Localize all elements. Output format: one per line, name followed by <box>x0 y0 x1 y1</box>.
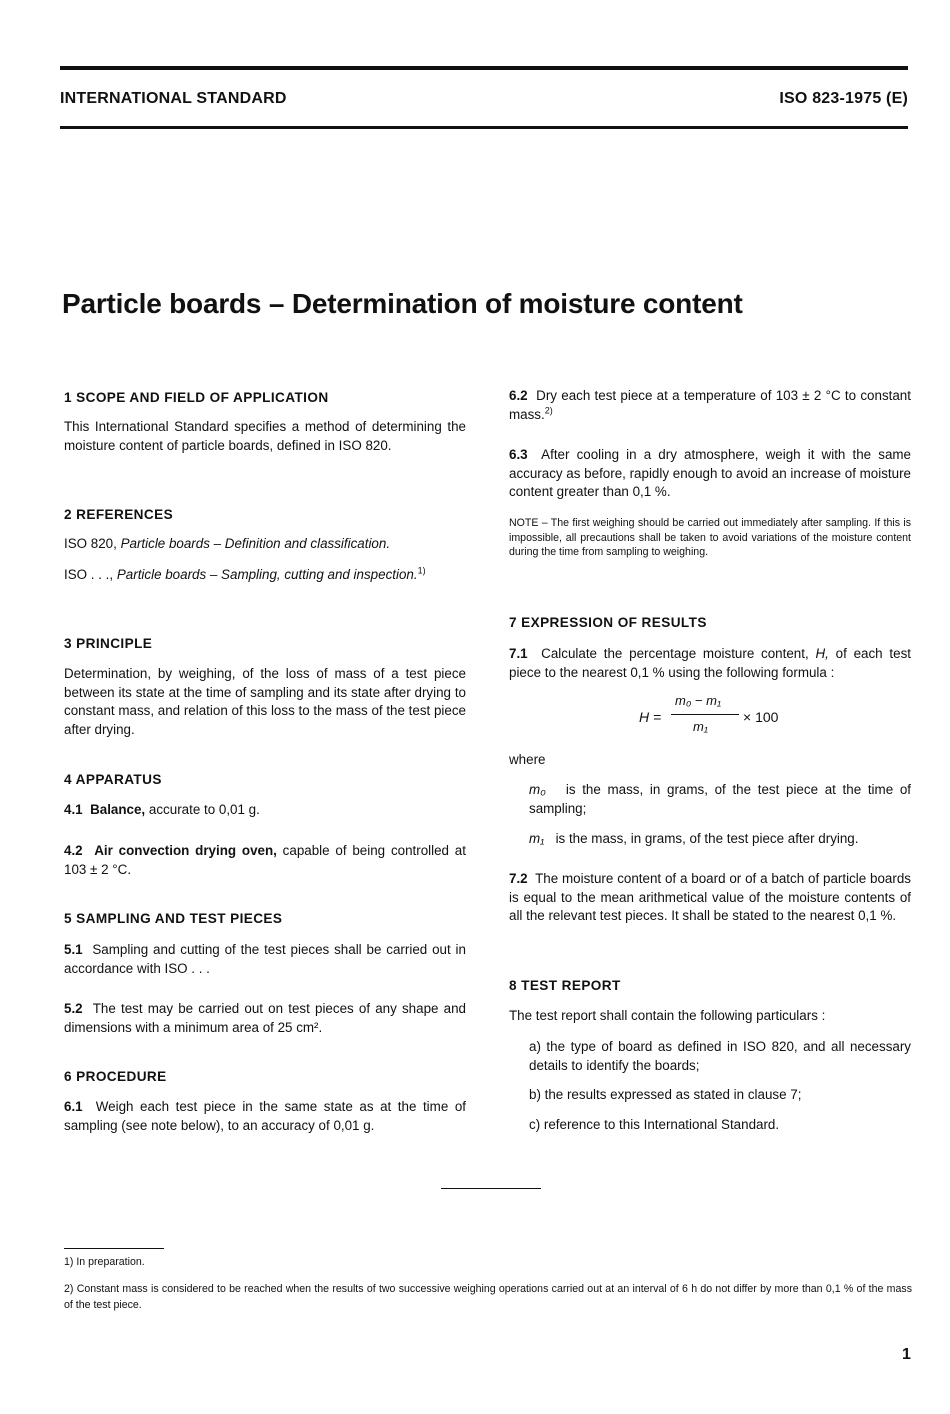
end-separator <box>441 1188 541 1189</box>
clause-6-2 <box>509 387 911 424</box>
clause-5-1-text: Sampling and cutting of the test pieces shall be carried out in accordance with ISO . . . <box>64 942 466 976</box>
where-label: where <box>509 752 546 767</box>
definition-m0-text: is the mass, in grams, of the test piece at the time of sampling; <box>529 782 911 816</box>
clause-7-1 <box>509 645 911 682</box>
procedure-note: NOTE – The first weighing should be carried out immediately after sampling. If this is impossible, all precautions shall be taken to avoid variations of the moisture content during the time from sampling to weighing. <box>509 517 911 558</box>
clause-7-1-text-b: of each test piece to the nearest 0,1 % using the following formula : <box>509 646 911 680</box>
footnote-ref-2: 2) <box>544 405 553 416</box>
clause-4-1 <box>64 801 466 820</box>
clause-6-2-text: Dry each test piece at a temperature of 103 ± 2 °C to constant mass. <box>509 388 911 422</box>
header-right: ISO 823-1975 (E) <box>779 90 908 107</box>
section-1-text: This International Standard specifies a method of determining the moisture content of particle boards, defined in ISO 820. <box>64 419 466 453</box>
section-3-text: Determination, by weighing, of the loss of mass of a test piece between its state at the time of sampling and its state after drying to constant mass, and relation of this loss to the mass of the test piece after drying. <box>64 666 466 737</box>
section-8-heading: 8 TEST REPORT <box>509 978 621 993</box>
clause-5-2 <box>64 1000 466 1037</box>
clause-6-3 <box>509 446 911 502</box>
section-1-heading: 1 SCOPE AND FIELD OF APPLICATION <box>64 390 329 405</box>
clause-6-3-text: After cooling in a dry atmosphere, weigh it with the same accuracy as before, rapidly enough to avoid an increase of moisture content greater than 0,1 %. <box>509 447 912 500</box>
definition-m1-symbol: m₁ <box>529 831 545 846</box>
clause-7-2-text: The moisture content of a board or of a batch of particle boards is equal to the mean arithmetical value of the moisture contents of all the relevant test pieces. It shall be stated to the nearest 0,1 %. <box>509 871 911 924</box>
formula-multiplier: × 100 <box>743 709 779 725</box>
clause-6-1-number: 6.1 <box>64 1099 83 1114</box>
header-left: INTERNATIONAL STANDARD <box>60 90 287 107</box>
clause-4-2 <box>64 842 466 879</box>
definition-m1 <box>529 830 919 849</box>
clause-5-2-number: 5.2 <box>64 1001 83 1016</box>
definition-m1-text: is the mass, in grams, of the test piece after drying. <box>555 831 859 846</box>
clause-5-1-number: 5.1 <box>64 942 83 957</box>
right-column <box>509 0 911 1200</box>
page-number: 1 <box>902 1346 911 1363</box>
clause-4-2-text: capable of being controlled at 103 ± 2 °C. <box>64 843 466 877</box>
footnote-ref-1: 1) <box>417 565 426 576</box>
definition-m0-symbol: m₀ <box>529 782 546 797</box>
clause-6-1-text: Weigh each test piece in the same state as at the time of sampling (see note below), to an accuracy of 0,01 g. <box>64 1099 466 1133</box>
reference-1 <box>64 535 466 554</box>
clause-4-1-text: accurate to 0,01 g. <box>148 802 260 817</box>
clause-4-2-term: Air convection drying oven, <box>94 843 277 858</box>
reference-2-title: Particle boards – Sampling, cutting and inspection. <box>116 567 418 582</box>
reference-2 <box>64 566 466 585</box>
section-2-heading: 2 REFERENCES <box>64 507 174 522</box>
reference-2-number: ISO . . ., <box>64 567 114 582</box>
clause-7-1-number: 7.1 <box>509 646 528 661</box>
clause-7-2-number: 7.2 <box>509 871 528 886</box>
clause-6-1 <box>64 1098 466 1135</box>
clause-6-2-number: 6.2 <box>509 388 528 403</box>
clause-6-3-number: 6.3 <box>509 447 528 462</box>
clause-4-2-number: 4.2 <box>64 843 83 858</box>
reference-1-title: Particle boards – Definition and classification. <box>120 536 391 551</box>
formula-numerator: m₀ − m₁ <box>675 693 722 708</box>
section-7-heading: 7 EXPRESSION OF RESULTS <box>509 615 707 630</box>
section-6-heading: 6 PROCEDURE <box>64 1069 167 1084</box>
definition-m0 <box>529 781 911 818</box>
clause-5-2-text: The test may be carried out on test pieces of any shape and dimensions with a minimum area of 25 cm². <box>64 1001 466 1035</box>
test-report-intro: The test report shall contain the following particulars : <box>509 1008 826 1023</box>
reference-1-number: ISO 820, <box>64 536 117 551</box>
clause-4-1-term: Balance, <box>90 802 146 817</box>
clause-7-2 <box>509 870 911 926</box>
footnote-rule <box>64 1248 164 1249</box>
section-5-heading: 5 SAMPLING AND TEST PIECES <box>64 911 283 926</box>
formula-fraction-bar <box>671 714 739 715</box>
clause-7-1-variable: H, <box>815 646 829 661</box>
test-report-item-c: c) reference to this International Standard. <box>529 1117 780 1132</box>
left-column <box>64 0 466 1200</box>
formula-lhs: H = <box>639 709 662 725</box>
clause-7-1-text-a: Calculate the percentage moisture content, <box>541 646 809 661</box>
section-4-heading: 4 APPARATUS <box>64 772 162 787</box>
clause-5-1 <box>64 941 466 978</box>
footnote-2: 2) Constant mass is considered to be reached when the results of two successive weighing operations carried out at an interval of 6 h do not differ by more than 0,1 % of the mass of the test piece. <box>64 1283 912 1311</box>
footnote-1: 1) In preparation. <box>64 1256 145 1268</box>
moisture-formula <box>639 690 799 740</box>
test-report-item-b: b) the results expressed as stated in clause 7; <box>529 1087 802 1102</box>
formula-denominator: m₁ <box>693 719 708 734</box>
clause-4-1-number: 4.1 <box>64 802 83 817</box>
test-report-item-a: a) the type of board as defined in ISO 820, and all necessary details to identify the boards; <box>529 1039 911 1073</box>
document-title: Particle boards – Determination of moisture content <box>62 288 743 319</box>
section-3-heading: 3 PRINCIPLE <box>64 636 153 651</box>
